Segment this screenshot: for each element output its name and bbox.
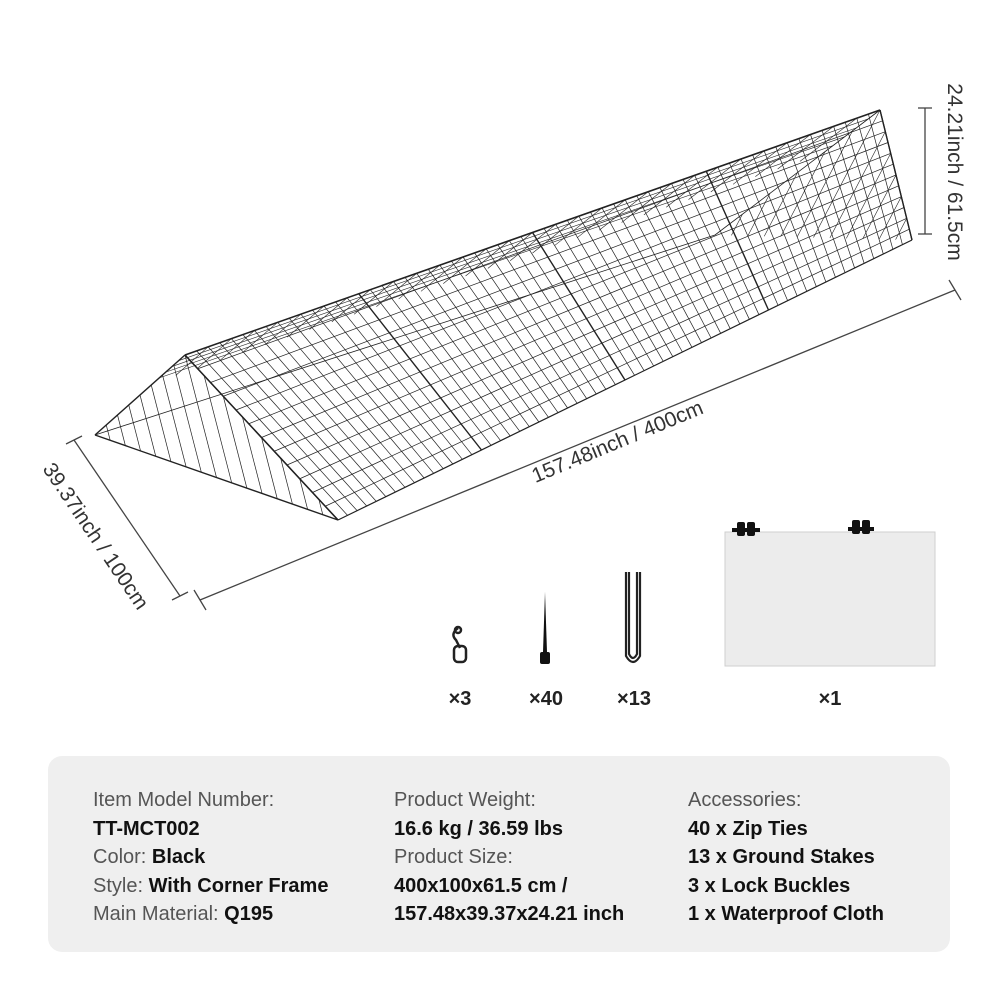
cage-wire: [325, 229, 909, 506]
cage-wire: [129, 405, 141, 451]
specification-panel: [48, 756, 950, 952]
cage-wire: [176, 347, 208, 376]
cage-wire: [731, 214, 742, 235]
color-value: Black: [151, 846, 206, 868]
cage-wire: [220, 331, 254, 361]
color-row: [93, 843, 328, 872]
cage-wire: [274, 186, 898, 451]
material-value: Q195: [224, 903, 274, 925]
cage-wire: [185, 355, 217, 478]
weight-label: Product Weight:: [394, 789, 536, 811]
material-row: [93, 900, 328, 929]
size-value-imperial: 157.48x39.37x24.21 inch: [394, 903, 625, 925]
size-label: Product Size:: [394, 846, 513, 868]
chicken-run-cage: [95, 110, 912, 520]
height-dimension-label: 24.21inch / 61.5cm: [943, 83, 966, 261]
style-label: Style:: [93, 874, 144, 897]
size-value-metric: 400x100x61.5 cm /: [394, 874, 568, 897]
spec-column-middle: [394, 786, 624, 929]
cage-wire: [265, 314, 301, 345]
lock-buckle-icon: [453, 627, 466, 662]
accessories-label: Accessories:: [688, 789, 802, 811]
waterproof-cloth-icon: [725, 520, 935, 666]
cage-wire: [236, 153, 891, 410]
ground-stake-icon: [626, 572, 640, 662]
style-row: [93, 872, 328, 901]
cage-wire: [223, 396, 247, 488]
model-number-value: TT-MCT002: [93, 817, 200, 840]
accessory-item: 40 x Zip Ties: [688, 817, 808, 840]
material-label: Main Material:: [93, 903, 219, 925]
cage-wire: [159, 146, 833, 378]
ground-stake-quantity: ×13: [617, 688, 651, 710]
spec-column-left: [93, 786, 328, 929]
lock-buckle-quantity: ×3: [448, 688, 472, 710]
cage-wire: [287, 197, 901, 465]
cage-wire: [163, 375, 187, 467]
cage-wire: [174, 365, 202, 472]
cage-wire: [896, 218, 907, 239]
cage-wire: [106, 425, 110, 440]
cage-wire: [140, 395, 156, 456]
cage-wire: [198, 339, 231, 368]
zip-tie-icon: [540, 592, 550, 664]
length-dimension-label: 157.48inch / 400cm: [528, 396, 707, 488]
cage-wire: [376, 273, 416, 306]
accessory-item: 13 x Ground Stakes: [688, 846, 875, 868]
cage-wire: [287, 306, 324, 337]
cage-wire: [863, 175, 896, 239]
cage-wire: [211, 132, 886, 383]
cage-wire: [118, 415, 126, 446]
weight-value: 16.6 kg / 36.59 lbs: [394, 817, 563, 840]
cage-wire: [243, 322, 278, 352]
accessory-item: 3 x Lock Buckles: [688, 874, 851, 897]
cage-wire: [399, 265, 440, 299]
cage-wire: [577, 200, 625, 238]
zip-tie-quantity: ×40: [529, 688, 563, 710]
cage-wire: [421, 257, 463, 291]
width-dimension-label: 39.37inch / 100cm: [37, 458, 153, 614]
waterproof-cloth-quantity: ×1: [818, 688, 842, 710]
accessory-item: 1 x Waterproof Cloth: [688, 903, 884, 925]
model-number-label: Item Model Number:: [93, 789, 275, 811]
cage-wire: [443, 249, 486, 284]
cage-wire: [846, 153, 890, 238]
spec-column-right: [688, 786, 884, 929]
cage-wire: [154, 355, 186, 383]
color-label: Color:: [93, 846, 147, 868]
cage-wire: [830, 132, 885, 238]
cage-wire: [204, 376, 232, 483]
cage-wire: [879, 197, 901, 240]
cage-wire: [354, 282, 393, 315]
style-value: With Corner Frame: [148, 874, 329, 897]
